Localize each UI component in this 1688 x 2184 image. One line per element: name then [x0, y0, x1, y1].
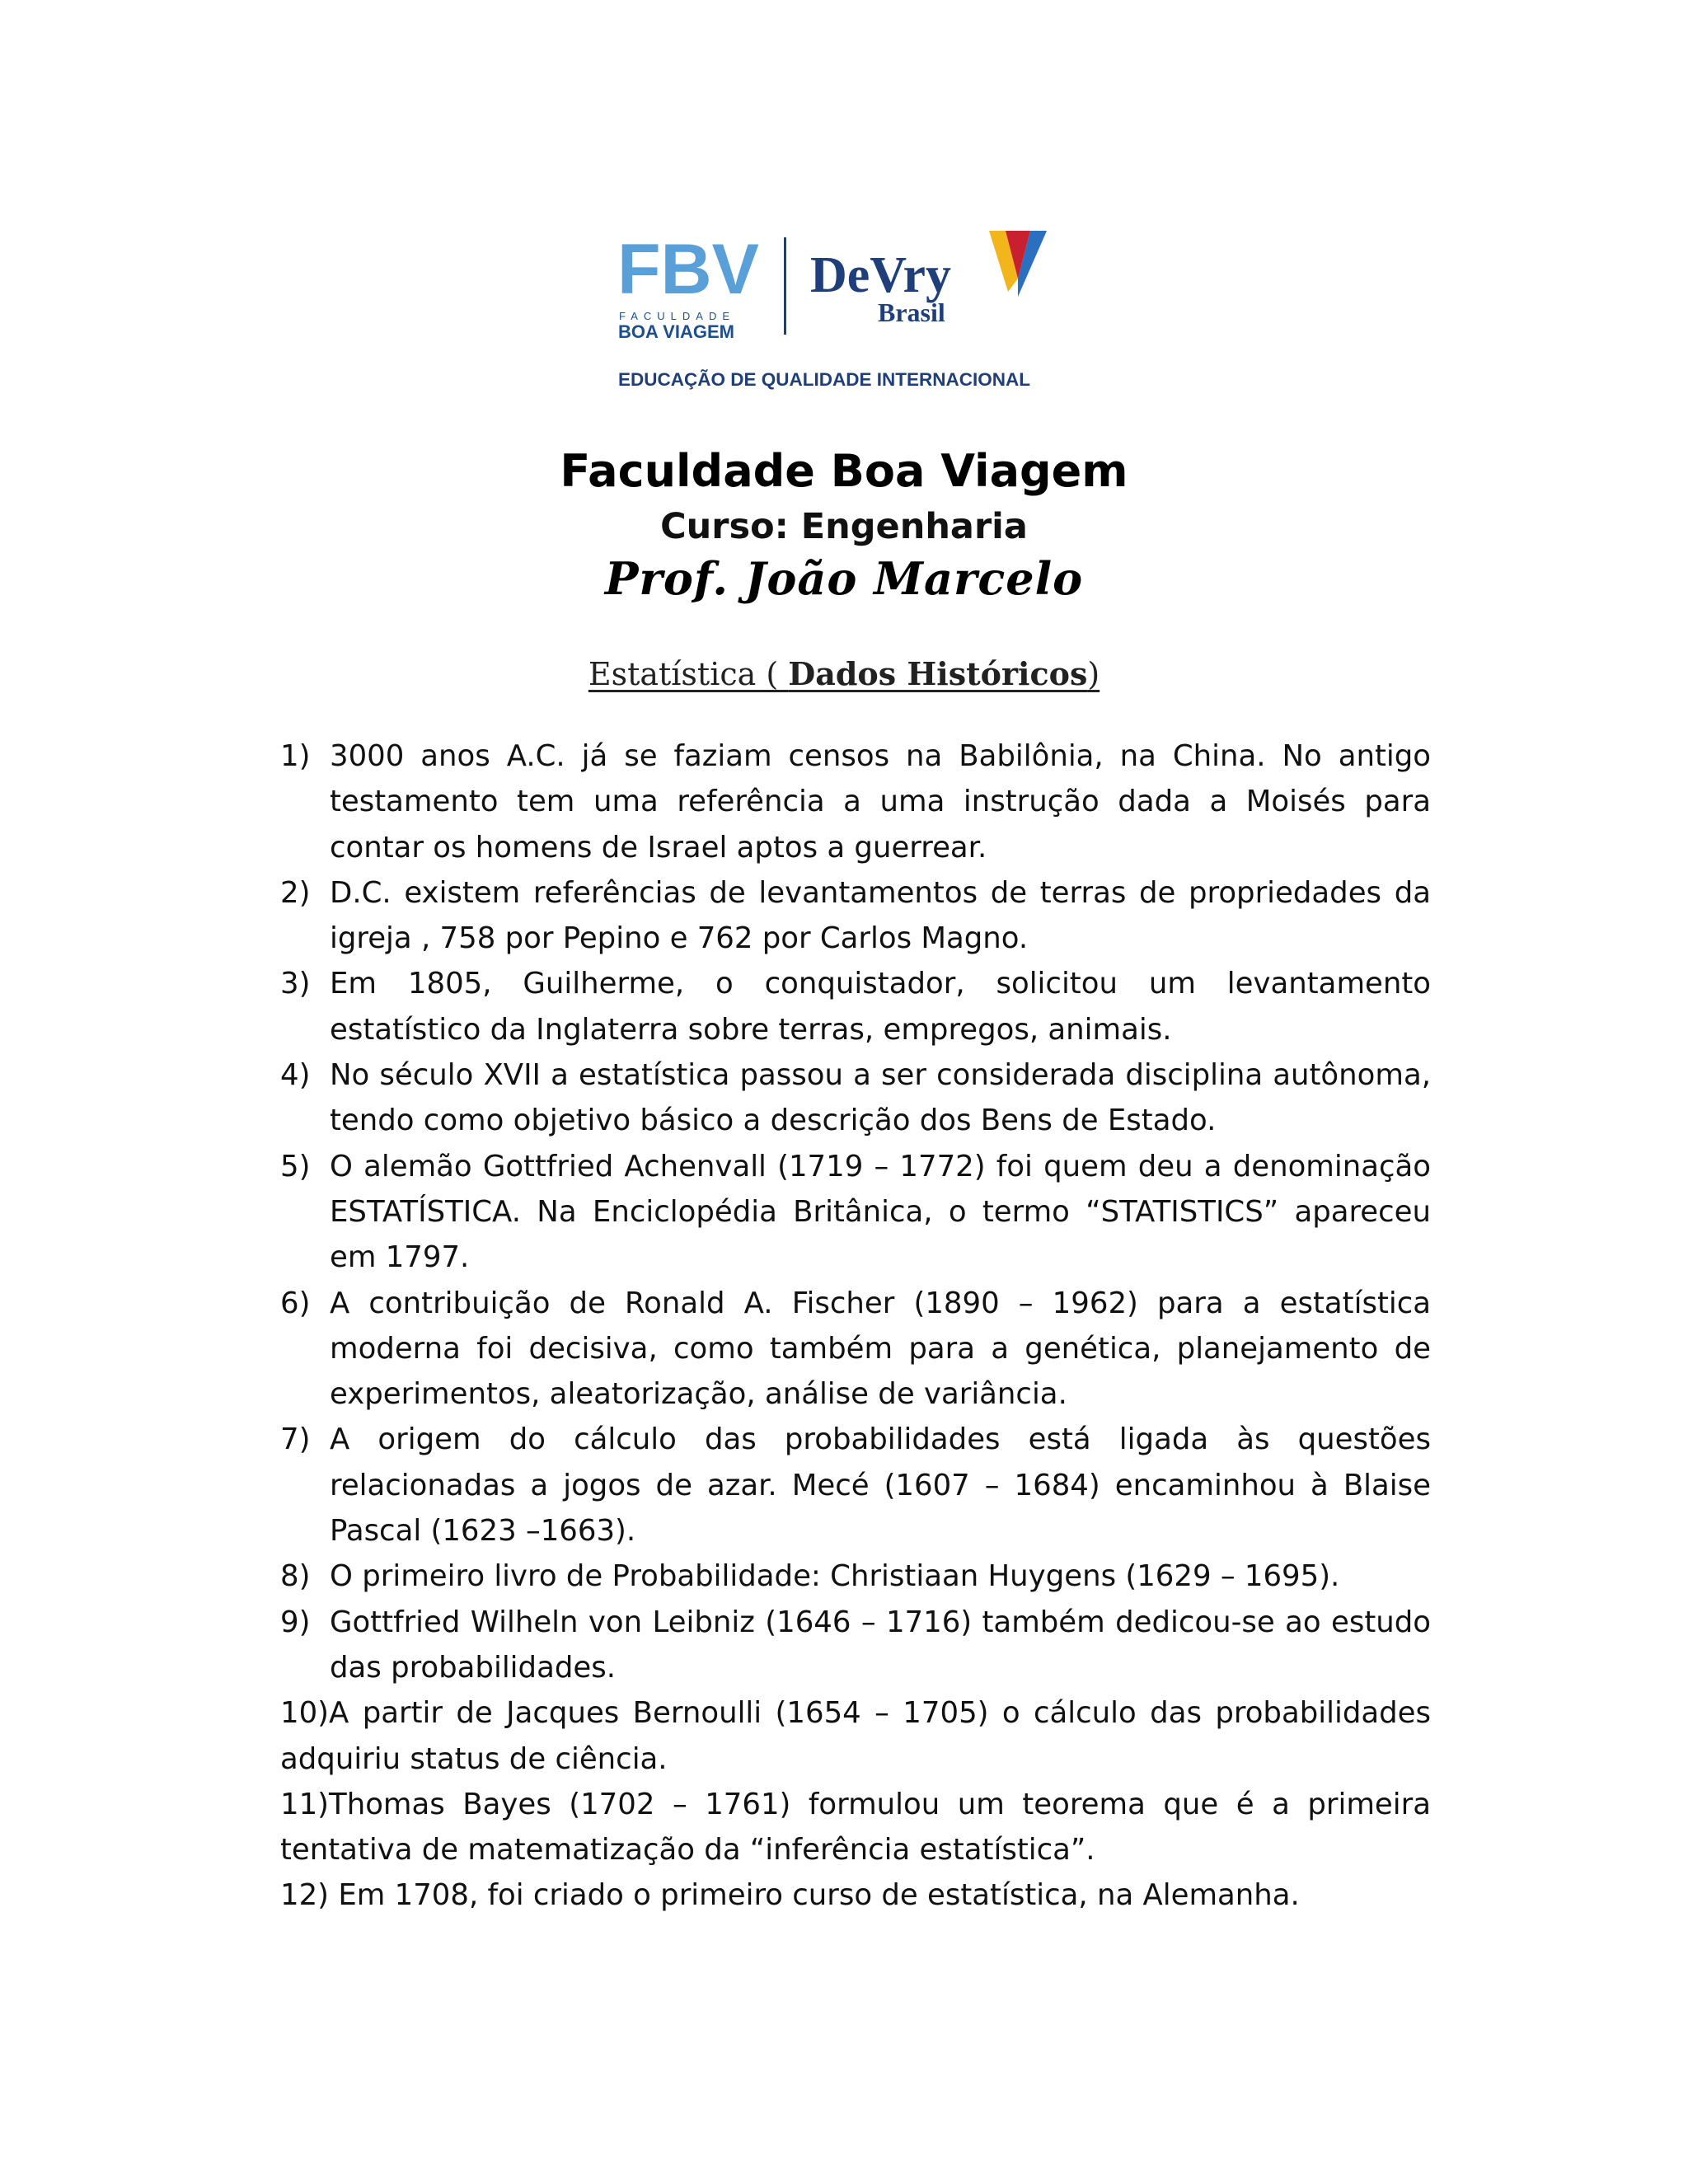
fbv-devry-logo-graphic [614, 221, 1059, 398]
list-item [280, 1052, 1431, 1144]
course-title: Curso: Engenharia [660, 506, 1028, 547]
institution-logo [614, 221, 1059, 398]
fbv-mark: FBV [617, 230, 759, 309]
subject-prefix: Estatística ( [588, 656, 789, 692]
list-item-text: O alemão Gottfried Achenvall (1719 – 1772) foi quem deu a denominação ESTATÍSTICA. Na Enciclopédia Britânica, o termo “STATISTICS” apareceu em 1797. [330, 1149, 1431, 1275]
list-item [280, 870, 1431, 962]
list-item [280, 1554, 1431, 1599]
list-item [280, 733, 1431, 870]
logo-divider [784, 237, 786, 335]
list-item-text: A contribuição de Ronald A. Fischer (1890 – 1962) para a estatística moderna foi decisiva, como também para a genética, planejamento de experimentos, aleatorização, análise de variância. [330, 1286, 1431, 1412]
logo-tagline: EDUCAÇÃO DE QUALIDADE INTERNACIONAL [618, 369, 1030, 390]
devry-wordmark: DeVry [810, 247, 951, 303]
list-item-number: 7) [280, 1422, 311, 1457]
list-item [280, 1144, 1431, 1281]
list-item-number: 10) [280, 1696, 330, 1731]
list-item-text: No século XVII a estatística passou a ser considerada disciplina autônoma, tendo como objetivo básico a descrição dos Bens de Estado. [330, 1058, 1431, 1138]
list-item-number: 3) [280, 967, 311, 1001]
list-item-text: A origem do cálculo das probabilidades está ligada às questões relacionadas a jogos de azar. Mecé (1607 – 1684) encaminhou à Blaise Pascal (1623 –1663). [330, 1422, 1431, 1549]
list-item [280, 1600, 1431, 1691]
list-item [280, 961, 1431, 1052]
list-item-text: D.C. existem referências de levantamentos de terras de propriedades da igreja , 758 por Pepino e 762 por Carlos Magno. [330, 875, 1431, 956]
list-item-number: 1) [280, 739, 311, 773]
brasil-wordmark: Brasil [878, 298, 945, 327]
list-item-text: A partir de Jacques Bernoulli (1654 – 1705) o cálculo das probabilidades adquiriu status de ciência. [280, 1696, 1431, 1776]
list-item-text: Em 1805, Guilherme, o conquistador, solicitou um levantamento estatístico da Inglaterra sobre terras, empregos, animais. [330, 967, 1431, 1047]
professor-name: Prof. João Marcelo [604, 552, 1084, 605]
list-item [280, 1782, 1431, 1873]
subject-suffix: ) [1087, 656, 1100, 692]
list-item-text: 3000 anos A.C. já se faziam censos na Babilônia, na China. No antigo testamento tem uma referência a uma instrução dada a Moisés para contar os homens de Israel aptos a guerrear. [330, 739, 1431, 865]
list-item-number: 6) [280, 1286, 311, 1320]
list-item [280, 1872, 1431, 1918]
list-item-text: O primeiro livro de Probabilidade: Christiaan Huygens (1629 – 1695). [330, 1559, 1340, 1594]
list-item-number: 8) [280, 1559, 311, 1594]
subject-heading [0, 655, 1688, 692]
list-item-text: Thomas Bayes (1702 – 1761) formulou um teorema que é a primeira tentativa de matematização da “inferência estatística”. [280, 1787, 1431, 1868]
historical-facts-list [280, 733, 1431, 1919]
list-item-number: 2) [280, 875, 311, 910]
list-item [280, 1417, 1431, 1554]
subject-bold: Dados Históricos [788, 655, 1088, 692]
list-item-number: 5) [280, 1149, 311, 1183]
list-item [280, 1690, 1431, 1782]
fbv-sub1: FACULDADE [619, 310, 736, 322]
list-item-text: Em 1708, foi criado o primeiro curso de estatística, na Alemanha. [329, 1878, 1300, 1913]
list-item-text: Gottfried Wilheln von Leibniz (1646 – 1716) também dedicou-se ao estudo das probabilidades. [330, 1605, 1431, 1685]
list-item-number: 4) [280, 1058, 311, 1093]
devry-shield-icon [989, 231, 1047, 297]
list-item [280, 1281, 1431, 1418]
institution-title: Faculdade Boa Viagem [560, 445, 1128, 497]
list-item-number: 12) [280, 1878, 330, 1913]
list-item-number: 11) [280, 1787, 330, 1821]
fbv-sub2: BOA VIAGEM [618, 321, 734, 342]
list-item-number: 9) [280, 1605, 311, 1639]
